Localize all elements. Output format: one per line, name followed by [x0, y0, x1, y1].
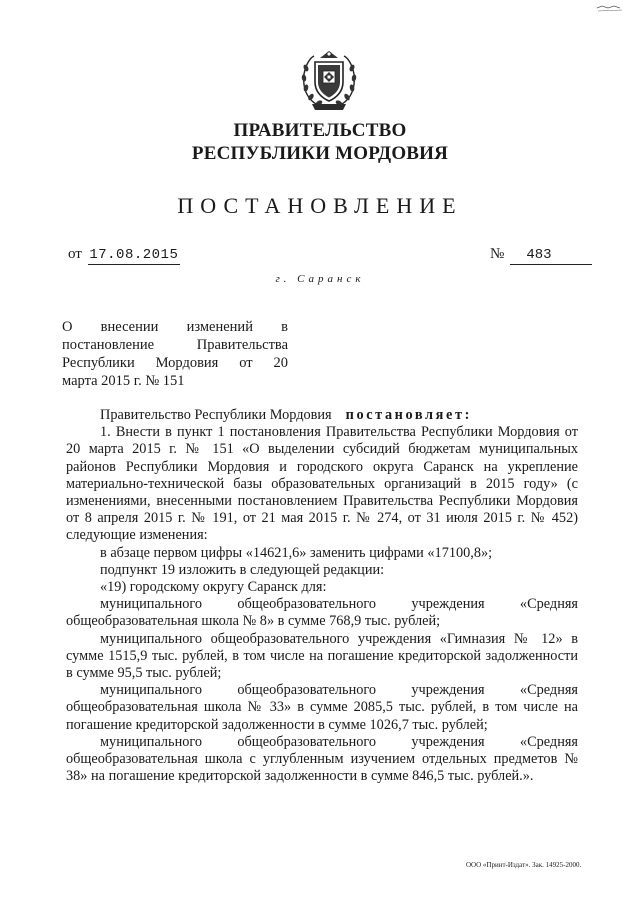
body-paragraph: муниципального общеобразовательного учреждения «Средняя общеобразовательная школа № 8» в сумме 768,9 тыс. рублей; [66, 596, 578, 630]
body-paragraph: «19) городскому округу Саранск для: [100, 579, 327, 596]
body-paragraph: подпункт 19 изложить в следующей редакции: [100, 561, 385, 578]
government-title-line2: РЕСПУБЛИКИ МОРДОВИЯ [191, 143, 449, 164]
city-line: г. Саранск [275, 273, 365, 285]
body-paragraph: муниципального общеобразовательного учреждения «Средняя общеобразовательная школа № 33» в сумме 2085,5 тыс. рублей, в том числе на погашение кредиторской задолженности в сумме 1026,7 тыс. рублей; [66, 682, 578, 733]
date-value: 17.08.2015 [89, 247, 179, 263]
decree-word: постановляет: [345, 407, 472, 423]
government-title-line1: ПРАВИТЕЛЬСТВО [233, 120, 407, 141]
intro-text: Правительство Республики Мордовия [100, 407, 332, 423]
body-paragraph: муниципального общеобразовательного учреждения «Средняя общеобразовательная школа с углубленным изучением отдельных предметов № 38» на погашение кредиторской задолженности в сумме 846,5 тыс. рублей.». [66, 733, 578, 785]
subject-line: марта 2015 г. № 151 [62, 373, 185, 389]
mordovia-coat-of-arms-icon [298, 48, 360, 112]
body-paragraph: 1. Внести в пункт 1 постановления Правительства Республики Мордовия от 20 марта 2015 г. № 151 «О выделении субсидий бюджетам муниципальных районов Республики Мордовия и городского округа Саранск на укрепление материально-технической базы образовательных организаций в 2015 году» (с изменениями, внесенными постановлением Правительства Республики Мордовия от 8 апреля 2015 г. № 191, от 21 мая 2015 г. № 274, от 31 июля 2015 г. № 452) следующие изменения: [66, 424, 578, 544]
number-label: № [490, 246, 505, 262]
subject-line: постановление Правительства [62, 337, 288, 353]
government-title [0, 119, 640, 165]
document-subject [62, 318, 288, 390]
intro-paragraph [66, 407, 578, 424]
document-body [66, 407, 578, 785]
document-type-heading: ПОСТАНОВЛЕНИЕ [177, 193, 463, 218]
date-label: от [68, 246, 82, 262]
number-field [490, 246, 592, 265]
body-paragraph: в абзаце первом цифры «14621,6» заменить цифрами «17100,8»; [100, 544, 493, 561]
subject-line: Республики Мордовия от 20 [62, 355, 288, 371]
corner-scribble-mark [596, 4, 624, 12]
subject-line: О внесении изменений в [62, 319, 288, 335]
number-value: 483 [510, 247, 592, 265]
printer-imprint: ООО «Принт-Издат». Зак. 14925-2000. [466, 861, 582, 869]
body-paragraph: муниципального общеобразовательного учреждения «Гимназия № 12» в сумме 1515,9 тыс. рублей, в том числе на погашение кредиторской задолженности в сумме 95,5 тыс. рублей; [66, 630, 578, 682]
date-field [68, 246, 180, 265]
